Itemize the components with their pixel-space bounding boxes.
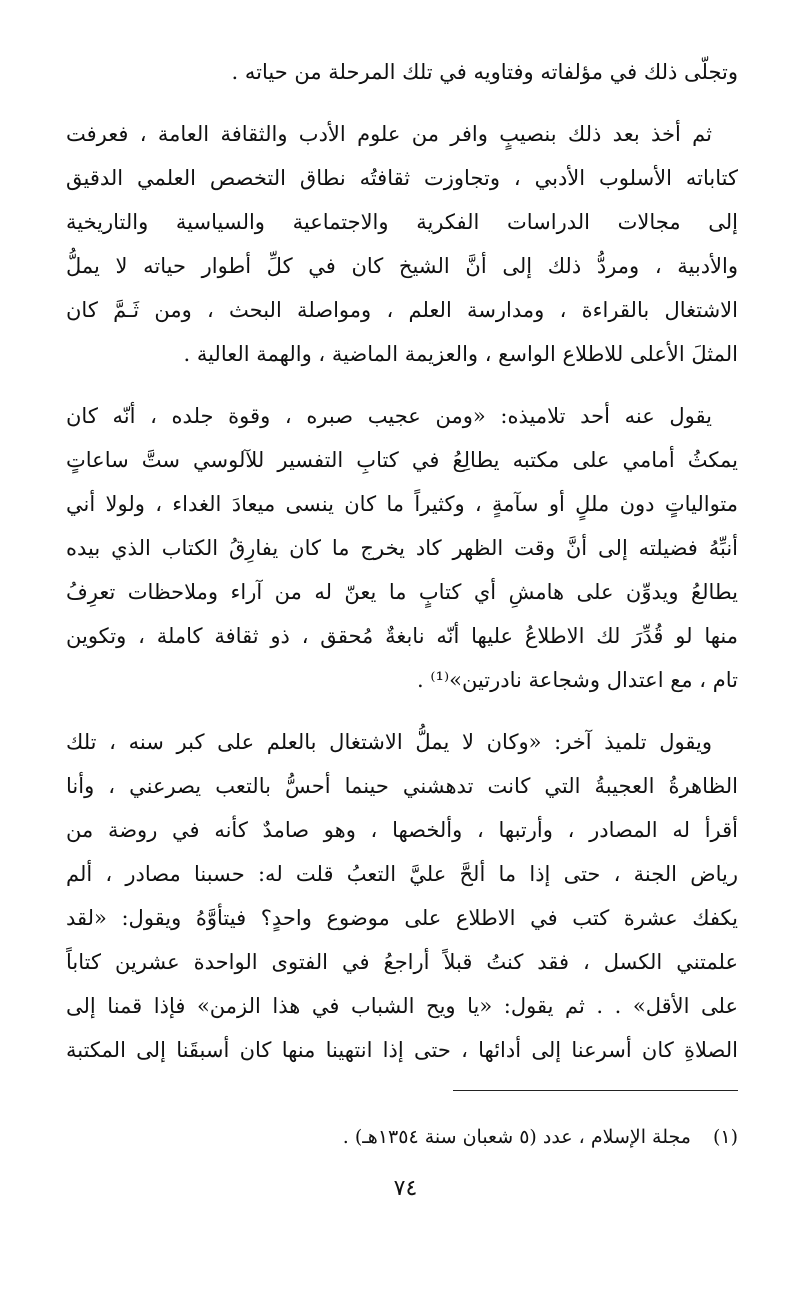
text-line: ويقول تلميذ آخر: «وكان لا يملُّ الاشتغال بالعلم على كبر سنه ، تلك [66,730,712,754]
text-line: وتجلّى ذلك في مؤلفاته وفتاويه في تلك المرحلة من حياته . [231,60,738,84]
text-line: والأدبية ، ومردُّ ذلك إلى أنَّ الشيخ كان في كلِّ أطوار حياته لا يملُّ [66,254,738,278]
text-line: كتاباته الأسلوب الأدبي ، وتجاوزت ثقافتُه نطاق التخصص العلمي الدقيق [66,166,738,190]
text-line: منها لو قُدِّرَ لك الاطلاعُ عليها أنّه نابغةٌ مُحقق ، ذو ثقافة كاملة ، وتكوين [66,624,738,648]
text-line: علمتني الكسل ، فقد كنتُ قبلاً أراجعُ في الفتوى الواحدة عشرين كتاباً [66,950,738,974]
text-line: رياض الجنة ، حتى إذا ما ألحَّ عليَّ التعبُ قلت له: حسبنا مصادر ، ألم [66,862,738,886]
text-line: متوالياتٍ دون مللٍ أو سآمةٍ ، وكثيراً ما كان ينسى ميعادَ الغداء ، ولولا أني [66,492,738,516]
text-line: ثم أخذ بعد ذلك بنصيبٍ وافر من علوم الأدب والثقافة العامة ، فعرفت [66,122,712,146]
body-text [66,50,738,1090]
paragraph-1 [66,50,738,94]
footnote-text: مجلة الإسلام ، عدد (٥ شعبان سنة ١٣٥٤هـ) . [342,1126,691,1148]
text-line: إلى مجالات الدراسات الفكرية والاجتماعية والسياسية والتاريخية [66,210,738,234]
text-line: تام ، مع اعتدال وشجاعة نادرتين»⁽¹⁾ . [417,668,738,692]
text-line: على الأقل» . . ثم يقول: «يا ويح الشباب في هذا الزمن» فإذا قمنا إلى [66,994,738,1018]
paragraph-4 [66,720,738,1072]
footnote-marker: (١) [712,1126,738,1148]
text-line: يكفك عشرة كتب في الاطلاع على موضوع واحدٍ؟ فيتأوَّهُ ويقول: «لقد [66,906,738,930]
text-line: أقرأ له المصادر ، وأرتبها ، وألخصها ، وهو صامدٌ كأنه في روضة من [66,818,738,842]
text-line: الظاهرةُ العجيبةُ التي كانت تدهشني حينما أحسُّ بالتعب يصرعني ، وأنا [66,774,738,798]
text-line: يمكثُ أمامي على مكتبه يطالِعُ في كتابِ التفسير للآلوسي ستَّ ساعاتٍ [66,448,738,472]
text-line: الصلاةِ كان أسرعنا إلى أدائها ، حتى إذا انتهينا منها كان أسبقَنا إلى المكتبة [66,1038,738,1062]
footnote-divider [453,1090,738,1091]
text-line: الاشتغال بالقراءة ، ومدارسة العلم ، ومواصلة البحث ، ومن ثَـمَّ كان [66,298,738,322]
paragraph-2 [66,112,738,376]
text-line: المثلَ الأعلى للاطلاع الواسع ، والعزيمة الماضية ، والهمة العالية . [183,342,738,366]
text-line: أنبِّهُ فضيلته إلى أنَّ وقت الظهر كاد يخرج ما كان يفارِقُ الكتاب الذي بيده [66,536,738,560]
paragraph-3 [66,394,738,702]
page-number: ٧٤ [393,1176,418,1201]
text-line: يطالعُ ويدوِّن على هامشِ أي كتابٍ ما يعنّ له من آراء وملاحظات تعرِفُ [66,580,738,604]
text-line: يقول عنه أحد تلاميذه: «ومن عجيب صبره ، وقوة جلده ، أنّه كان [66,404,712,428]
footnote [66,1122,738,1152]
